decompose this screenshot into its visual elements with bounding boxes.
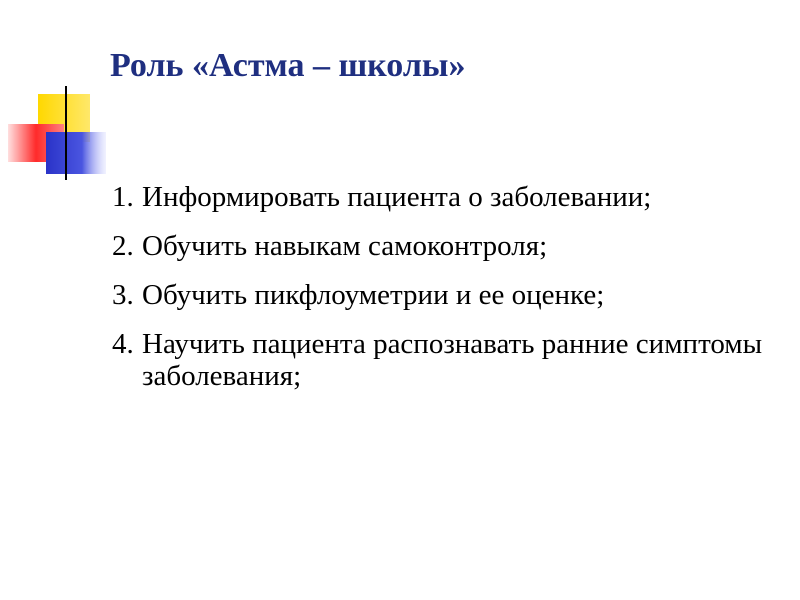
list-item xyxy=(112,230,772,262)
list-item-number: 2. xyxy=(112,230,134,262)
slide-title: Роль «Астма – школы» xyxy=(110,47,466,84)
list-item-text: Обучить навыкам самоконтроля; xyxy=(142,230,548,262)
list-item-number: 3. xyxy=(112,279,134,311)
list-item-number: 4. xyxy=(112,328,134,360)
list-item xyxy=(112,279,772,311)
decorative-squares-graphic xyxy=(0,80,800,190)
list-item-text: Информировать пациента о заболевании; xyxy=(142,181,652,213)
list-item xyxy=(112,328,772,392)
list-item-text: Научить пациента распознавать ранние симптомы заболевания; xyxy=(142,328,763,392)
list-item-number: 1. xyxy=(112,181,134,213)
blue-square xyxy=(46,132,106,174)
list-item-text: Обучить пикфлоуметрии и ее оценке; xyxy=(142,279,605,311)
bullet-list xyxy=(112,181,772,409)
list-item xyxy=(112,181,772,213)
